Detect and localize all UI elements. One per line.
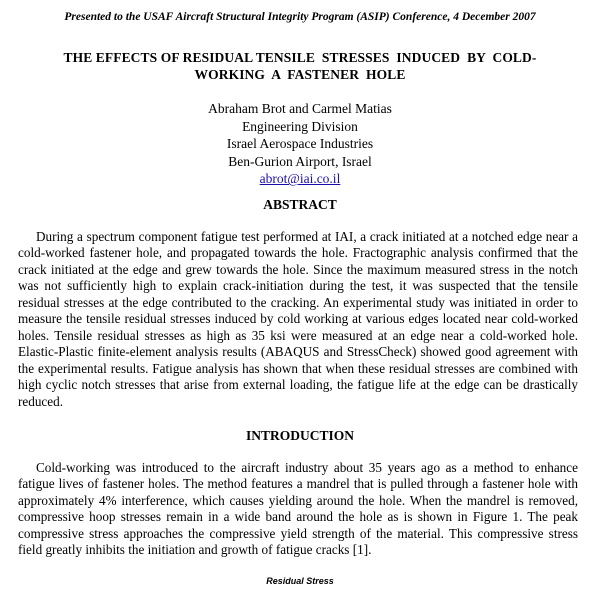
author-location: Ben-Gurion Airport, Israel [228, 153, 372, 169]
introduction-heading: INTRODUCTION [245, 428, 354, 443]
introduction-text: Cold-working was introduced to the aircraft industry about 35 years ago as a method to enhance fatigue lives of fastener holes. The method features a mandrel that is pulled through a fastener hole with approximately 4% interference, which causes yielding around the hole. When the mandrel is removed, compressive hoop stresses remain in a wide band around the hole as is shown in Figure 1. The peak compressive stress approaches the compressive yield strength of the material. This compressive stress field greatly inhibits the initiation and growth of fatigue cracks [1]. [18, 460, 578, 558]
abstract-text: During a spectrum component fatigue test performed at IAI, a crack initiated at a notched edge near a cold-worked fastener hole, and propagated towards the hole. Fractographic analysis confirmed that the crack initiated at the edge and grew towards the hole. Since the maximum measured stress in the notch was not sufficiently high to explain crack-initiation during the test, it was suspected that the tensile residual stresses at the edge contributed to the cracking. An experimental study was initiated in order to measure the tensile residual stresses induced by cold working at various edges located near cold-worked holes. Tensile residual stresses as high as 35 ksi were measured at an edge near a cold-worked hole. Elastic-Plastic finite-element analysis results (ABAQUS and StressCheck) showed good agreement with the experimental results. Fatigue analysis has shown that when these residual stresses are combined with high cyclic notch stresses that arise from external loading, the fatigue life at the edge can be drastically reduced. [18, 229, 578, 409]
author-division: Engineering Division [242, 118, 358, 134]
author-organization: Israel Aerospace Industries [226, 136, 374, 152]
abstract-heading: ABSTRACT [263, 197, 337, 212]
author-block [0, 100, 600, 188]
figure-label: Residual Stress [266, 576, 334, 586]
author-email-link[interactable]: abrot@iai.co.il [259, 171, 341, 187]
paper-title [30, 49, 570, 83]
paper-title-line-1: THE EFFECTS OF RESIDUAL TENSILE STRESSES INDUCED BY COLD- [63, 50, 537, 65]
author-names: Abraham Brot and Carmel Matias [208, 101, 392, 116]
paper-title-line-2: WORKING A FASTENER HOLE [194, 67, 406, 82]
conference-header: Presented to the USAF Aircraft Structural Integrity Program (ASIP) Conference, 4 December 2007 [64, 11, 536, 23]
